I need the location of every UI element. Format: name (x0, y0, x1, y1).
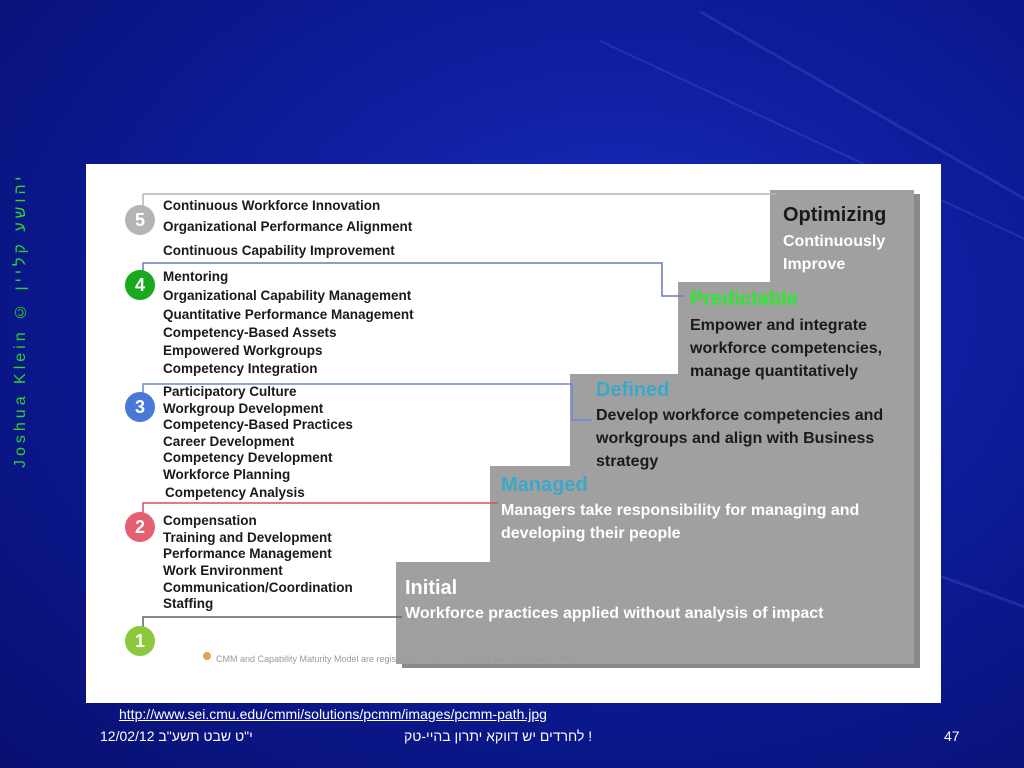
list-item: Continuous Workforce Innovation (163, 198, 381, 213)
step-desc-defined: Develop workforce competencies and workgroups and align with Business strategy (596, 407, 884, 470)
step-title-optimizing: Optimizing (783, 204, 887, 226)
list-item: Performance Management (163, 546, 332, 561)
source-link[interactable]: http://www.sei.cmu.edu/cmmi/solutions/pcmm/images/pcmm-path.jpg (119, 706, 547, 722)
list-item: Competency Integration (163, 361, 318, 376)
list-item: Career Development (163, 434, 295, 449)
list-item: Work Environment (163, 563, 283, 578)
step-title-managed: Managed (501, 474, 588, 496)
list-item: Continuous Capability Improvement (163, 243, 395, 258)
step-title-predictable: Predictable (690, 288, 798, 310)
level-1-line (143, 617, 402, 629)
list-item: Participatory Culture (163, 384, 297, 399)
footer-page-number: 47 (944, 728, 960, 744)
list-item: Competency Development (163, 450, 333, 465)
footer-date: 12/02/12 י"ט שבט תשע"ב (100, 728, 253, 744)
level-2-badge: 2 (125, 512, 155, 542)
pcmm-figure (86, 164, 941, 703)
level-4-badge: 4 (125, 270, 155, 300)
list-item: Training and Development (163, 530, 332, 545)
trademark-dot (203, 652, 211, 660)
list-item: Workgroup Development (163, 401, 324, 416)
level-5-badge: 5 (125, 205, 155, 235)
list-item: Competency Analysis (165, 485, 305, 500)
list-item: Workforce Planning (163, 467, 291, 482)
list-item: Mentoring (163, 269, 229, 284)
step-desc-managed: Managers take responsibility for managing and developing their people (501, 502, 860, 542)
level-3-badge: 3 (125, 392, 155, 422)
list-item: Organizational Capability Management (163, 288, 412, 303)
list-item: Organizational Performance Alignment (163, 219, 413, 234)
list-item: Staffing (163, 596, 214, 611)
list-item: Competency-Based Practices (163, 417, 353, 432)
list-item: Empowered Workgroups (163, 343, 323, 358)
step-desc-predictable: Empower and integrate workforce competencies, manage quantitatively (690, 317, 883, 380)
step-desc-optimizing: Continuously Improve (783, 233, 886, 273)
trademark-notice: CMM and Capability Maturity Model are registered in the U.S. Patent and Trademark Office. (216, 654, 581, 664)
step-title-defined: Defined (596, 379, 670, 401)
footer-center-text: לחרדים יש דווקא יתרון בהיי-טק ! (404, 728, 593, 744)
list-item: Communication/Coordination (163, 580, 353, 595)
step-title-initial: Initial (405, 577, 458, 599)
step-desc-initial: Workforce practices applied without analysis of impact (405, 605, 824, 622)
side-credit: Joshua Klein © יהושע קליין (12, 172, 29, 468)
list-item: Quantitative Performance Management (163, 307, 414, 322)
level-1-badge: 1 (125, 626, 155, 656)
list-item: Competency-Based Assets (163, 325, 337, 340)
list-item: Compensation (163, 513, 257, 528)
